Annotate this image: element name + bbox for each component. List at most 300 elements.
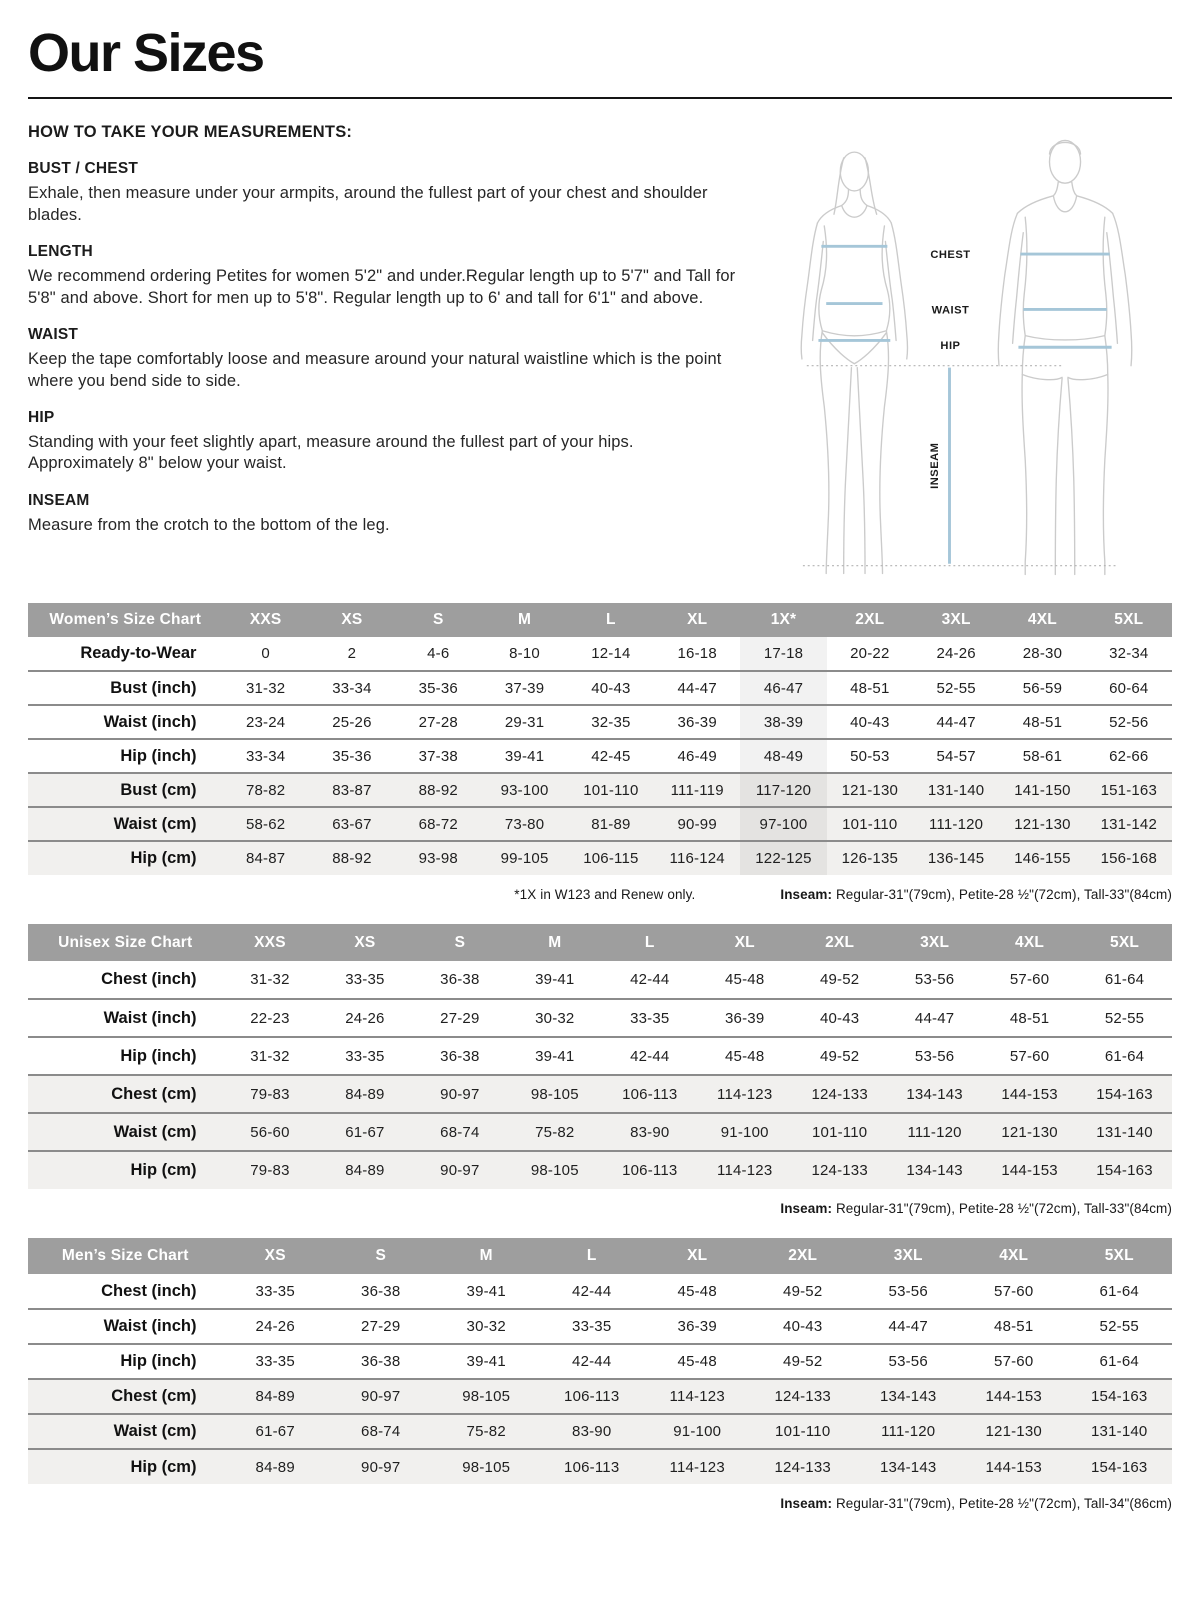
size-cell: 83-90 (572, 1423, 612, 1441)
size-cell: 98-105 (462, 1458, 511, 1476)
table-row (28, 705, 1172, 739)
size-cell: 45-48 (677, 1353, 717, 1371)
size-cell: 144-153 (1001, 1085, 1058, 1103)
size-cell: 78-82 (245, 781, 286, 799)
size-cell: 27-29 (440, 1009, 480, 1027)
size-cell: 81-89 (591, 815, 631, 833)
table-row (28, 961, 1172, 999)
size-cell: 101-110 (842, 815, 898, 833)
size-cell: 116-124 (669, 850, 725, 868)
man-figure (998, 141, 1131, 575)
size-cell: 53-56 (888, 1353, 928, 1371)
size-column-header: L (568, 603, 654, 637)
size-cell: 121-130 (841, 781, 899, 799)
size-cell: 90-97 (440, 1162, 480, 1180)
page-title: Our Sizes (28, 23, 264, 83)
size-cell: 24-26 (345, 1009, 385, 1027)
size-column-header: L (602, 924, 697, 961)
row-label: Hip (cm) (130, 1457, 197, 1476)
size-cell: 134-143 (906, 1162, 963, 1180)
row-label: Chest (cm) (111, 1084, 197, 1103)
size-cell: 60-64 (1109, 679, 1149, 697)
size-cell: 48-49 (740, 739, 826, 773)
instruction-section (28, 243, 743, 309)
size-cell: 101-110 (583, 781, 639, 799)
instructions-column (28, 123, 743, 536)
size-cell: 46-47 (740, 671, 826, 705)
size-cell: 131-140 (1091, 1423, 1148, 1441)
size-cell: 154-163 (1096, 1162, 1153, 1180)
size-cell: 36-38 (440, 971, 480, 989)
table-footnote (28, 1201, 1172, 1216)
size-cell: 52-55 (936, 679, 976, 697)
row-label: Bust (cm) (120, 780, 197, 799)
size-cell: 31-32 (250, 971, 290, 989)
size-cell: 25-26 (332, 713, 372, 731)
measurement-instructions-row (28, 123, 1172, 589)
size-cell: 32-34 (1109, 645, 1149, 663)
size-column-header: 2XL (827, 603, 913, 637)
size-cell: 122-125 (740, 841, 826, 875)
row-label: Chest (cm) (111, 1387, 197, 1406)
size-cell: 49-52 (783, 1282, 823, 1300)
section-heading: LENGTH (28, 243, 93, 261)
size-cell: 73-80 (504, 815, 545, 833)
size-cell: 141-150 (1014, 781, 1071, 799)
size-cell: 124-133 (774, 1388, 831, 1406)
size-cell: 121-130 (1014, 815, 1071, 833)
size-cell: 35-36 (332, 747, 372, 765)
row-label: Waist (inch) (103, 1317, 197, 1336)
size-cell: 33-34 (245, 747, 286, 765)
title-divider (28, 97, 1172, 99)
row-label: Chest (inch) (101, 1281, 197, 1300)
row-label: Hip (inch) (120, 746, 197, 765)
row-label: Hip (inch) (120, 1046, 197, 1065)
size-cell: 48-51 (994, 1318, 1034, 1336)
table-row (28, 671, 1172, 705)
size-cell: 36-38 (361, 1353, 401, 1371)
size-cell: 61-64 (1099, 1282, 1139, 1300)
size-cell: 90-97 (361, 1388, 401, 1406)
size-cell: 134-143 (906, 1085, 963, 1103)
size-column-header: 4XL (982, 924, 1077, 961)
row-label: Bust (inch) (110, 678, 197, 697)
size-cell: 48-51 (1009, 1009, 1050, 1027)
size-column-header: 3XL (887, 924, 982, 961)
size-cell: 58-62 (245, 815, 286, 833)
size-column-header: M (481, 603, 567, 637)
size-cell: 53-56 (914, 971, 955, 989)
size-cell: 111-120 (907, 1123, 962, 1141)
section-body: Standing with your feet slightly apart, measure around the fullest part of your hips. Approximately 8" below your waist. (28, 433, 634, 473)
size-cell: 98-105 (530, 1162, 579, 1180)
size-cell: 151-163 (1100, 781, 1158, 799)
size-cell: 136-145 (927, 850, 985, 868)
measurement-diagram (743, 123, 1172, 589)
size-column-header: 5XL (1086, 603, 1172, 637)
table-row (28, 807, 1172, 841)
size-cell: 114-123 (717, 1162, 773, 1180)
size-column-header: XS (317, 924, 412, 961)
size-cell: 79-83 (250, 1085, 290, 1103)
size-column-header: XL (644, 1238, 750, 1274)
size-cell: 42-44 (572, 1353, 612, 1371)
size-cell: 29-31 (504, 713, 545, 731)
woman-figure (801, 153, 907, 574)
size-cell: 88-92 (418, 781, 458, 799)
size-column-header: S (395, 603, 481, 637)
size-cell: 12-14 (591, 645, 631, 663)
size-column-header: 3XL (855, 1238, 961, 1274)
table-row (28, 1309, 1172, 1344)
size-column-header: 1X* (740, 603, 826, 637)
size-cell: 52-55 (1104, 1009, 1145, 1027)
size-cell: 90-97 (361, 1458, 401, 1476)
size-cell: 56-59 (1022, 679, 1063, 697)
inseam-label: Inseam: (780, 1201, 833, 1217)
size-cell: 101-110 (775, 1423, 831, 1441)
size-cell: 84-89 (255, 1388, 295, 1406)
mens-size-table (28, 1238, 1172, 1484)
size-cell: 45-48 (725, 971, 765, 989)
section-heading: WAIST (28, 326, 79, 344)
size-cell: 156-168 (1100, 850, 1158, 868)
size-cell: 53-56 (914, 1047, 955, 1065)
size-cell: 33-35 (345, 971, 385, 989)
size-cell: 57-60 (994, 1353, 1034, 1371)
chest-label: CHEST (930, 249, 971, 262)
size-cell: 36-39 (677, 713, 717, 731)
size-column-header: M (433, 1238, 539, 1274)
size-cell: 53-56 (888, 1282, 928, 1300)
table-row (28, 1037, 1172, 1075)
size-cell: 44-47 (914, 1009, 955, 1027)
size-cell: 98-105 (462, 1388, 511, 1406)
hip-label: HIP (940, 340, 961, 353)
size-column-header: S (412, 924, 507, 961)
size-column-header: L (539, 1238, 645, 1274)
size-cell: 144-153 (985, 1458, 1042, 1476)
size-cell: 33-35 (630, 1009, 670, 1027)
size-column-header: 2XL (750, 1238, 856, 1274)
size-cell: 16-18 (677, 645, 717, 663)
table-row (28, 999, 1172, 1037)
size-cell: 84-89 (345, 1162, 385, 1180)
size-column-header: XS (222, 1238, 328, 1274)
size-cell: 20-22 (850, 645, 890, 663)
size-column-header: 5XL (1077, 924, 1172, 961)
size-column-header: XL (697, 924, 792, 961)
size-cell: 75-82 (535, 1123, 575, 1141)
size-tables (28, 603, 1172, 1511)
table-row (28, 1449, 1172, 1484)
size-cell: 101-110 (811, 1123, 868, 1141)
row-label: Hip (cm) (130, 849, 197, 868)
table-title: Women’s Size Chart (28, 603, 222, 637)
section-heading: BUST / CHEST (28, 160, 139, 178)
womens-size-table (28, 603, 1172, 875)
size-cell: 46-49 (677, 747, 717, 765)
size-cell: 83-87 (332, 781, 372, 799)
size-cell: 36-39 (677, 1318, 717, 1336)
size-cell: 31-32 (245, 679, 286, 697)
table-row (28, 1344, 1172, 1379)
row-label: Waist (cm) (113, 1122, 197, 1141)
size-cell: 49-52 (819, 1047, 860, 1065)
size-cell: 144-153 (985, 1388, 1042, 1406)
size-column-header: XXS (222, 924, 317, 961)
size-cell: 106-113 (564, 1388, 620, 1406)
size-cell: 56-60 (250, 1123, 290, 1141)
size-cell: 36-39 (725, 1009, 765, 1027)
size-cell: 154-163 (1091, 1388, 1148, 1406)
size-cell: 17-18 (740, 637, 826, 671)
size-column-header: 4XL (999, 603, 1085, 637)
size-cell: 22-23 (250, 1009, 290, 1027)
size-cell: 45-48 (725, 1047, 765, 1065)
row-label: Chest (inch) (101, 970, 197, 989)
size-cell: 90-99 (677, 815, 717, 833)
table-title: Men’s Size Chart (28, 1238, 222, 1274)
size-cell: 131-140 (927, 781, 985, 799)
size-cell: 84-87 (245, 850, 286, 868)
size-cell: 39-41 (535, 1047, 575, 1065)
size-cell: 117-120 (740, 773, 826, 807)
size-cell: 98-105 (530, 1085, 579, 1103)
instruction-section (28, 409, 743, 475)
instruction-section (28, 492, 743, 536)
size-cell: 83-90 (630, 1123, 670, 1141)
size-cell: 24-26 (255, 1318, 295, 1336)
section-heading: INSEAM (28, 491, 90, 509)
size-cell: 84-89 (345, 1085, 385, 1103)
size-cell: 99-105 (500, 850, 549, 868)
row-label: Waist (cm) (113, 814, 197, 833)
size-cell: 88-92 (332, 850, 372, 868)
row-label: Waist (inch) (103, 712, 197, 731)
size-cell: 57-60 (994, 1282, 1034, 1300)
size-cell: 63-67 (332, 815, 372, 833)
size-cell: 93-100 (500, 781, 549, 799)
size-cell: 27-29 (361, 1318, 401, 1336)
table-row (28, 1379, 1172, 1414)
row-label: Ready-to-Wear (80, 644, 197, 663)
section-body: Measure from the crotch to the bottom of the leg. (28, 515, 390, 534)
size-cell: 111-120 (881, 1423, 936, 1441)
size-cell: 42-45 (591, 747, 631, 765)
size-cell: 23-24 (245, 713, 286, 731)
size-cell: 32-35 (591, 713, 631, 731)
size-cell: 44-47 (677, 679, 717, 697)
inseam-note: Inseam: Regular-31"(79cm), Petite-28 ½"(72cm), Tall-33"(84cm) (780, 1201, 1172, 1217)
size-column-header: XXS (222, 603, 308, 637)
size-cell: 126-135 (841, 850, 899, 868)
size-cell: 8-10 (509, 645, 540, 663)
size-cell: 38-39 (740, 705, 826, 739)
size-cell: 48-51 (850, 679, 890, 697)
size-cell: 144-153 (1001, 1162, 1058, 1180)
size-cell: 37-38 (418, 747, 458, 765)
size-cell: 111-119 (670, 781, 724, 799)
size-cell: 61-64 (1104, 1047, 1145, 1065)
womens-size-table-block (28, 603, 1172, 902)
table-row (28, 739, 1172, 773)
size-cell: 0 (261, 645, 270, 663)
size-cell: 2 (347, 645, 357, 663)
size-cell: 37-39 (504, 679, 545, 697)
size-cell: 24-26 (936, 645, 976, 663)
size-cell: 33-35 (572, 1318, 612, 1336)
size-cell: 58-61 (1022, 747, 1063, 765)
size-cell: 61-64 (1104, 971, 1145, 989)
size-cell: 68-72 (418, 815, 458, 833)
size-cell: 30-32 (535, 1009, 575, 1027)
size-cell: 57-60 (1009, 971, 1050, 989)
size-cell: 106-113 (622, 1162, 678, 1180)
waist-label: WAIST (931, 304, 970, 317)
size-cell: 48-51 (1022, 713, 1063, 731)
table-row (28, 1075, 1172, 1113)
table-row (28, 773, 1172, 807)
size-cell: 54-57 (936, 747, 976, 765)
table-row (28, 841, 1172, 875)
size-column-header: 2XL (792, 924, 887, 961)
size-cell: 33-35 (255, 1353, 295, 1371)
size-cell: 114-123 (669, 1388, 725, 1406)
instruction-section (28, 160, 743, 226)
size-cell: 97-100 (740, 807, 826, 841)
how-to-heading: HOW TO TAKE YOUR MEASUREMENTS: (28, 123, 353, 142)
size-cell: 42-44 (630, 971, 670, 989)
size-cell: 61-67 (345, 1123, 385, 1141)
section-body: We recommend ordering Petites for women 5'2" and under.Regular length up to 5'7" and Tall for 5'8" and above. Short for men up to 5'8". Regular length up to 6' and tall for 6'1" and above. (28, 267, 736, 307)
size-cell: 33-35 (345, 1047, 385, 1065)
inseam-note: Inseam: Regular-31"(79cm), Petite-28 ½"(72cm), Tall-34"(86cm) (780, 1496, 1172, 1512)
size-cell: 84-89 (255, 1458, 295, 1476)
table-row (28, 1274, 1172, 1309)
size-cell: 40-43 (591, 679, 631, 697)
size-cell: 134-143 (879, 1458, 937, 1476)
body-measurement-illustration (762, 123, 1170, 589)
table-title: Unisex Size Chart (28, 924, 222, 961)
table-row (28, 1113, 1172, 1151)
inseam-label: Inseam: (780, 887, 833, 903)
size-column-header: M (507, 924, 602, 961)
size-cell: 124-133 (811, 1162, 868, 1180)
size-cell: 114-123 (669, 1458, 725, 1476)
size-cell: 93-98 (418, 850, 458, 868)
section-heading: HIP (28, 409, 55, 427)
size-cell: 79-83 (250, 1162, 290, 1180)
measurement-lines (818, 247, 1111, 564)
size-cell: 45-48 (677, 1282, 717, 1300)
size-column-header: 5XL (1066, 1238, 1172, 1274)
table-footnote (28, 887, 1172, 902)
size-cell: 28-30 (1022, 645, 1063, 663)
size-cell: 49-52 (783, 1353, 823, 1371)
size-cell: 106-113 (622, 1085, 678, 1103)
size-cell: 68-74 (361, 1423, 401, 1441)
size-cell: 39-41 (535, 971, 575, 989)
row-label: Hip (cm) (130, 1161, 197, 1180)
size-cell: 44-47 (936, 713, 976, 731)
size-column-header: S (328, 1238, 434, 1274)
size-cell: 121-130 (985, 1423, 1042, 1441)
mens-size-table-block (28, 1238, 1172, 1511)
size-cell: 154-163 (1091, 1458, 1148, 1476)
size-cell: 61-67 (255, 1423, 295, 1441)
size-cell: 27-28 (418, 713, 458, 731)
instruction-section (28, 326, 743, 392)
size-cell: 36-38 (440, 1047, 480, 1065)
size-cell: 33-35 (255, 1282, 295, 1300)
size-cell: 124-133 (811, 1085, 868, 1103)
size-cell: 121-130 (1001, 1123, 1058, 1141)
size-cell: 49-52 (819, 971, 860, 989)
size-cell: 31-32 (250, 1047, 290, 1065)
size-cell: 36-38 (361, 1282, 401, 1300)
size-column-header: XS (309, 603, 395, 637)
size-cell: 154-163 (1096, 1085, 1153, 1103)
size-cell: 106-115 (583, 850, 639, 868)
table-row (28, 1151, 1172, 1189)
size-cell: 39-41 (466, 1353, 506, 1371)
size-column-header: 4XL (961, 1238, 1067, 1274)
size-cell: 4-6 (427, 645, 450, 663)
inseam-label: INSEAM (928, 442, 941, 490)
size-cell: 35-36 (418, 679, 458, 697)
instruction-sections (28, 160, 743, 536)
size-cell: 52-56 (1109, 713, 1149, 731)
size-cell: 30-32 (466, 1318, 506, 1336)
table-row (28, 637, 1172, 671)
size-cell: 146-155 (1014, 850, 1071, 868)
section-body: Keep the tape comfortably loose and measure around your natural waistline which is the point where you bend side to side. (28, 350, 722, 390)
asterisk-note: *1X in W123 and Renew only. (514, 887, 696, 903)
row-label: Waist (cm) (113, 1422, 197, 1441)
inseam-label: Inseam: (780, 1496, 833, 1512)
size-cell: 91-100 (720, 1123, 769, 1141)
section-body: Exhale, then measure under your armpits, around the fullest part of your chest and shoulder blades. (28, 184, 708, 224)
unisex-size-table-block (28, 924, 1172, 1216)
size-cell: 40-43 (783, 1318, 823, 1336)
size-cell: 106-113 (564, 1458, 620, 1476)
size-cell: 114-123 (717, 1085, 773, 1103)
table-row (28, 1414, 1172, 1449)
row-label: Hip (inch) (120, 1352, 197, 1371)
size-cell: 68-74 (440, 1123, 480, 1141)
row-label: Waist (inch) (103, 1008, 197, 1027)
size-cell: 39-41 (504, 747, 545, 765)
size-cell: 131-142 (1100, 815, 1158, 833)
size-cell: 124-133 (774, 1458, 831, 1476)
size-cell: 61-64 (1099, 1353, 1139, 1371)
size-cell: 90-97 (440, 1085, 480, 1103)
size-column-header: XL (654, 603, 740, 637)
size-cell: 62-66 (1109, 747, 1149, 765)
size-cell: 33-34 (332, 679, 372, 697)
size-cell: 39-41 (466, 1282, 506, 1300)
size-cell: 75-82 (466, 1423, 506, 1441)
size-cell: 91-100 (673, 1423, 722, 1441)
size-cell: 40-43 (850, 713, 890, 731)
size-cell: 131-140 (1096, 1123, 1153, 1141)
table-footnote (28, 1496, 1172, 1511)
unisex-size-table (28, 924, 1172, 1189)
size-cell: 50-53 (850, 747, 890, 765)
size-cell: 42-44 (572, 1282, 612, 1300)
